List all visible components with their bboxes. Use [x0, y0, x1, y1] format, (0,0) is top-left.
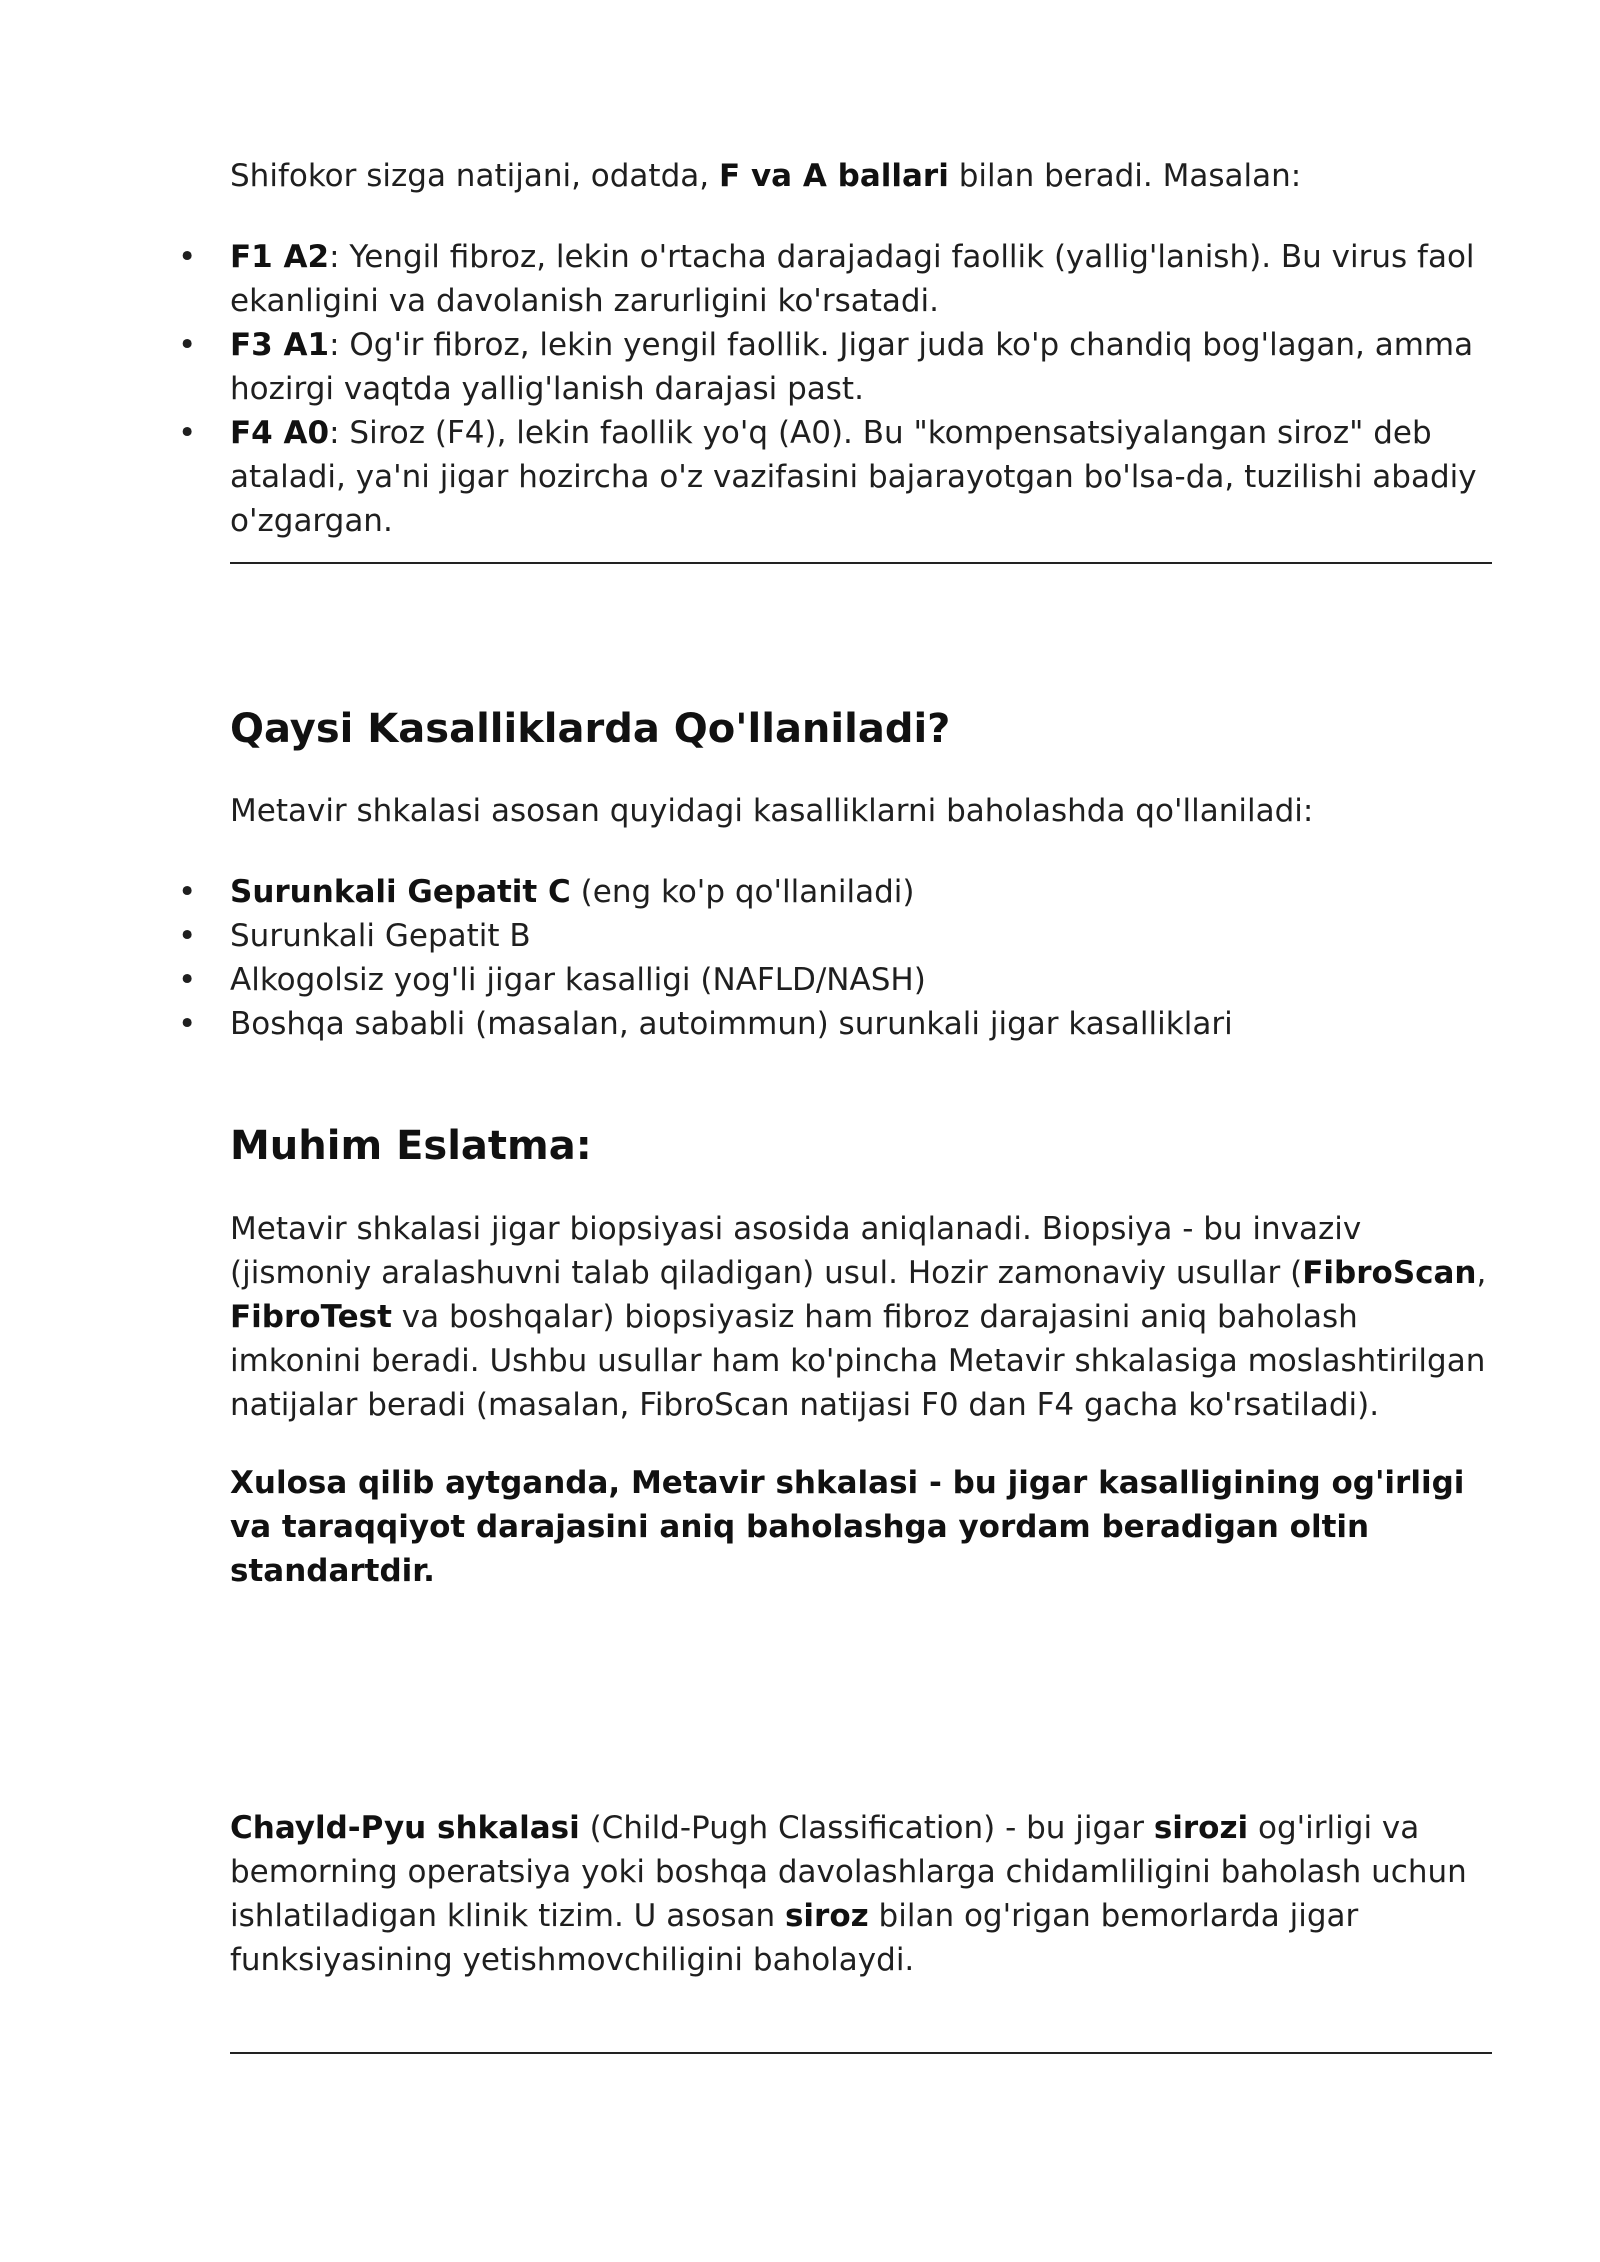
diseases-intro: Metavir shkalasi asosan quyidagi kasalliklarni baholashda qo'llaniladi: — [230, 793, 1314, 829]
child-pugh-paragraph — [230, 1806, 1492, 1982]
list-item — [230, 411, 1492, 543]
section-divider — [230, 562, 1492, 564]
list-item: • Alkogolsiz yog'li jigar kasalligi (NAFLD/NASH) — [230, 958, 1492, 1002]
section-divider — [230, 2052, 1492, 2054]
child-pugh-bold: Chayld-Pyu shkalasi — [230, 1810, 580, 1846]
score-code: F4 A0 — [230, 415, 330, 451]
intro-bold: F va A ballari — [718, 158, 949, 194]
score-description: : Og'ir fibroz, lekin yengil faollik. Jigar juda ko'p chandiq bog'lagan, amma hozirgi vaqtda yallig'lanish darajasi past. — [230, 327, 1474, 407]
diseases-list — [230, 870, 1492, 1046]
score-examples-list — [230, 235, 1492, 543]
disease-bold: Surunkali Gepatit C — [230, 874, 571, 910]
intro-paragraph — [230, 154, 1492, 198]
child-pugh-text-2: og'irligi va bemorning operatsiya yoki boshqa davolashlarga chidamliligini baholash uchun ishlatiladigan klinik tizim. U asosan — [230, 1810, 1467, 1934]
intro-text-pre: Shifokor sizga natijani, odatda, — [230, 158, 719, 194]
note-text-c: va boshqalar) biopsiyasiz ham fibroz darajasini aniq baholash imkonini beradi. Ushbu usullar ham ko'pincha Metavir shkalasiga moslashtirilgan natijalar beradi (masalan, FibroScan natijasi F0 dan F4 gacha ko'rsatiladi). — [230, 1299, 1486, 1423]
note-paragraph — [230, 1207, 1492, 1427]
list-item — [230, 323, 1492, 411]
conclusion-paragraph — [230, 1461, 1492, 1593]
score-description: : Siroz (F4), lekin faollik yo'q (A0). Bu "kompensatsiyalangan siroz" deb ataladi, ya'ni jigar hozircha o'z vazifasini bajarayotgan bo'lsa-da, tuzilishi abadiy o'zgargan. — [230, 415, 1477, 539]
intro-text-post: bilan beradi. Masalan: — [948, 158, 1302, 194]
list-item: • Surunkali Gepatit B — [230, 914, 1492, 958]
score-code: F1 A2 — [230, 239, 330, 275]
disease-note: (eng ko'p qo'llaniladi) — [570, 874, 915, 910]
siroz-bold: siroz — [784, 1898, 869, 1934]
fibroscan-bold: FibroScan — [1302, 1255, 1477, 1291]
child-pugh-text-3: bilan og'rigan bemorlarda jigar funksiyasining yetishmovchiligini baholaydi. — [230, 1898, 1359, 1978]
list-item — [230, 870, 1492, 914]
list-item — [230, 235, 1492, 323]
child-pugh-text-1: (Child-Pugh Classification) - bu jigar — [579, 1810, 1154, 1846]
note-text-b: , — [1476, 1255, 1487, 1291]
score-description: : Yengil fibroz, lekin o'rtacha darajadagi faollik (yallig'lanish). Bu virus faol ekanligini va davolanish zarurligini ko'rsatadi. — [230, 239, 1475, 319]
note-heading: Muhim Eslatma: — [230, 1123, 592, 1169]
conclusion-text: Xulosa qilib aytganda, Metavir shkalasi - bu jigar kasalligining og'irligi va taraqqiyot darajasini aniq baholashga yordam beradigan oltin standartdir. — [230, 1465, 1465, 1589]
list-item: • Boshqa sababli (masalan, autoimmun) surunkali jigar kasalliklari — [230, 1002, 1492, 1046]
fibrotest-bold: FibroTest — [230, 1299, 392, 1335]
diseases-heading: Qaysi Kasalliklarda Qo'llaniladi? — [230, 706, 951, 752]
score-code: F3 A1 — [230, 327, 330, 363]
note-text-a: Metavir shkalasi jigar biopsiyasi asosida aniqlanadi. Biopsiya - bu invaziv (jismoniy aralashuvni talab qiladigan) usul. Hozir zamonaviy usullar ( — [230, 1211, 1362, 1291]
sirozi-bold: sirozi — [1153, 1810, 1249, 1846]
